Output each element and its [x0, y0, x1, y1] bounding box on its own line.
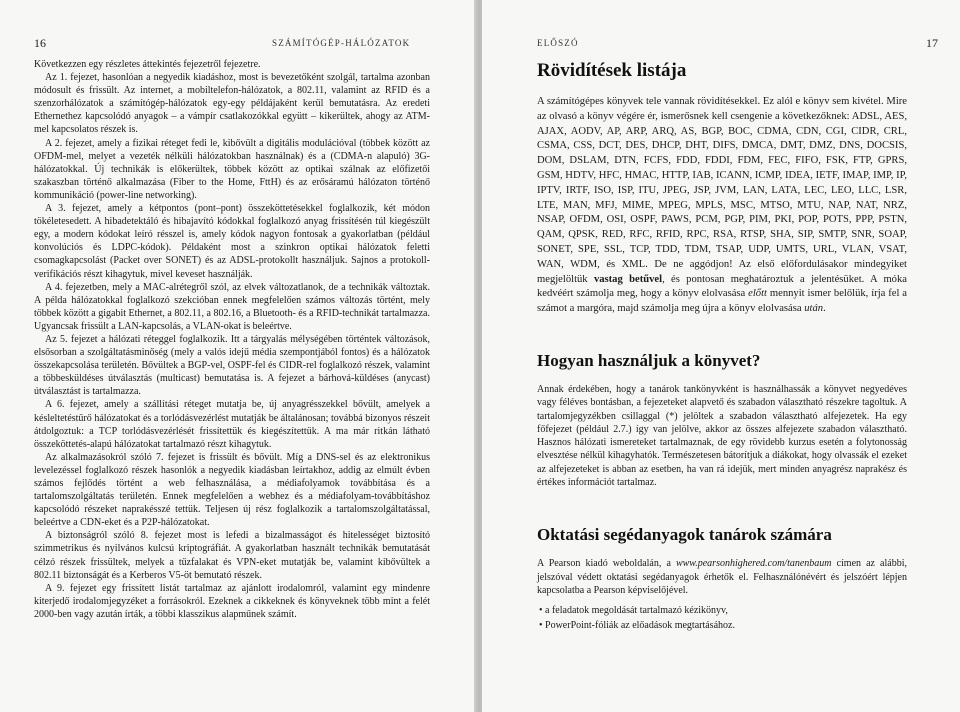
intro-paragraph: Következzen egy részletes áttekintés fejezetről fejezetre.: [34, 59, 261, 70]
abbreviations-text-end: .: [823, 303, 826, 315]
bold-word: vastag betűvel: [593, 273, 663, 285]
chapter-5-paragraph: Az 5. fejezet a hálózati réteggel foglalkozik. Itt a tárgyalás mélységében történtek változások, elsősorban a szolgáltatásminőség (mely a valós idejű média szempontjából fontos) és a hálózatok összekapcsolása területén. Bővültek a BGP-vel, OSPF-fel és CIDR-rel foglalkozó részek, valamint a többesküldéses útválasztás (multicast) bemutatása is. A fejezet a bárhová-küldéses (anycast) útválasztást is tartalmazza.: [34, 333, 430, 398]
list-item: • PowerPoint-fóliák az előadások megtartásához.: [539, 618, 907, 633]
abbreviations-text-mid2: mennyit ismer belőlük, írja fel a számot a margóra, majd számolja meg újra a könyv elolvasása: [537, 288, 907, 315]
page-number-right: 17: [926, 36, 938, 50]
italic-after: után: [804, 303, 824, 315]
abbreviations-text: A számítógépes könyvek tele vannak rövidítésekkel. Ez alól e könyv sem kivétel. Mire az olvasó a könyv végére ér, ismerősnek kell csengenie a következőknek: ADSL, AES, AJAX, AODV, AP, ARP, ARQ, AS, BGP, BOC, CDMA, CDN, CGI, CIDR, CRL, CSMA, CSS, DCT, DES, DHCP, DHT, DIFS, DMCA, DMT, DMZ, DNS, DOCSIS, DOM, DSLAM, DTN, FCFS, FDD, FDDI, FDM, FEC, FIFO, FSK, FTP, GPRS, GSM, HDTV, HFC, HMAC, HTTP, IAB, ICANN, ICMP, IDEA, IETF, IMAP, IMP, IP, IPTV, IRTF, ISO, ISP, ITU, JPEG, JSP, JVM, LAN, LATA, LEC, LEO, LLC, LSR, LTE, MAN, MFJ, MIME, MPEG, MPLS, MSC, MTSO, MTU, NAP, NAT, NRZ, NSAP, OFDM, OSI, OSPF, PAWS, PCM, PGP, PIM, PKI, POP, POTS, PPP, PSTN, QAM, QPSK, RED, RFC, RFID, RPC, RSA, RTSP, SHA, SIP, SMTP, SNR, SOAP, SONET, SPE, SSL, TCP, TDD, TDM, TSAP, UDP, UMTS, URL, VLAN, VSAT, WAN, WDM, és XML. De ne aggódjon! Az első előfordulásakor mindegyiket megjelöltük: [537, 96, 907, 285]
section-title-teaching-materials: Oktatási segédanyagok tanárok számára: [537, 525, 832, 545]
running-head-left: SZÁMÍTÓGÉP-HÁLÓZATOK: [272, 38, 411, 48]
pearson-url: www.pearsonhighered.com/tanenbaum: [675, 558, 832, 570]
left-body-text: [34, 58, 430, 621]
chapter-9-paragraph: A 9. fejezet egy frissített listát tartalmaz az ajánlott irodalomról, valamint egy mindenre kiterjedő irodalomjegyzéket a forrásokról. Ezeknek a cikkeknek és könyveknek több mint a felét 2000-ben vagy azután írták, a többi klasszikus alapműnek számít.: [34, 582, 430, 620]
how-to-use-paragraph: Annak érdekében, hogy a tanárok tankönyvként is használhassák a könyvet negyedéves vagy féléves bontásban, a fejezeteket alapvető és szabadon választható részekre tagoltuk. A tartalomjegyzékben csillaggal (*) jelöltek a szabadon választható alfejezetek. Ha egy főfejezet (például 2.7.) így van jelölve, akkor az összes alfejezete szabadon választható. Hasznos hálózati ismereteket tartalmaznak, de egy rövidebb kurzus esetén a folytonosság elvesztése nélkül kihagyhatók. Természetesen bátorítjuk a diákokat, hogy olvassák el ezeket az alfejezeteket is abban az esetben, ha van rá idejük, mert minden anyagrész naprakész és értékes információt tartalmaz.: [537, 383, 907, 489]
running-head-right: ELŐSZÓ: [537, 38, 579, 48]
right-column: [537, 60, 907, 633]
teaching-materials-paragraph: [537, 557, 907, 597]
teaching-text-after: címen az alábbi, jelszóval védett oktatási segédanyagok érhetők el. Felhasználónévért és jelszóért lépjen kapcsolatba a Pearson képviselőjével.: [537, 558, 907, 596]
list-item: • a feladatok megoldását tartalmazó kézikönyv,: [539, 603, 907, 618]
page-number-left: 16: [34, 36, 46, 50]
section-title-how-to-use: Hogyan használjuk a könyvet?: [537, 350, 761, 370]
italic-before: előtt: [748, 288, 767, 300]
abbreviations-text-mid: , és pontosan meghatároztuk a jelentésüket. A móka kedvéért számolja meg, hogy a könyv elolvasása: [537, 273, 907, 300]
teaching-text: A Pearson kiadó weboldalán, a: [537, 558, 676, 570]
chapter-3-paragraph: A 3. fejezet, amely a kétpontos (pont–pont) összeköttetésekkel foglalkozik, két módon tökéletesedett. A hibadetektáló és hibajavító kódokkal foglalkozó anyag frissítésén túl kiegészült egy, a modern kódokat leíró résszel is, amely kódok nagyon fontosak a gyakorlatban (például konvolúciós és LDPC-kódok). Példaként most a szinkron optikai hálózatok feletti csomagkapcsolást (Packet over SONET) és az ADSL-protokollt használjuk. Sajnos a protokoll-verifikációs részt kihagytuk, mivel keveset használják.: [34, 203, 430, 280]
chapter-8-paragraph: A biztonságról szóló 8. fejezet most is lefedi a bizalmasságot és hitelességet biztosító szimmetrikus és nyilvános kulcsú kriptográfiát. A gyakorlatban használt technikák bemutatását célzó részek frissültek, melyek a tűzfalakat és VPN-eket mutatják be, valamint kibővültek a 802.11 biztonságát és a Kerberos V5-öt bemutató részek.: [34, 530, 430, 581]
left-page: [0, 0, 478, 712]
teaching-materials-list: [537, 603, 907, 633]
chapter-2-paragraph: A 2. fejezet, amely a fizikai réteget fedi le, kibővült a digitális modulációval (többek között az OFDM-mel, melyet a vezeték nélküli hálózatokban használnak) és a (CDMA-n alapuló) 3G-hálózatokkal. Új technikák is előkerültek, többek között az optikai szálnak az előfizetői szakaszban történő alkalmazása (Fiber to the Home, FttH) és az erősáramú hálózaton történő kommunikáció (power-line networking).: [34, 137, 430, 201]
chapter-7-paragraph: Az alkalmazásokról szóló 7. fejezet is frissült és bővült. Míg a DNS-sel és az elektronikus levelezéssel foglalkozó részek hasonlók a negyedik kiadásban leírtakhoz, addig az elmúlt évben számos fejlődés történt a web felhasználása, a médiafolyamok továbbítása és a tartalomszolgáltatás területén. Ennek megfelelően a webhez és a médiafolyam-továbbításhoz kapcsolódó részeket naprakésszé tettük. Teljesen új rész foglalkozik a tartalomszolgáltatással, beleértve a CDN-eket és a P2P-hálózatokat.: [34, 451, 430, 529]
chapter-6-paragraph: A 6. fejezet, amely a szállítási réteget mutatja be, új anyagrésszekkel bővült, amelyek a késleltetéstűrő hálózatokat és a torlódásvezérlést mutatják be általánosan; továbbá bizonyos részeit átdolgoztuk: a TCP torlódásvezérlését frissítettük és kiegészítettük. A ma már ritkán látható összeköttetés-alapú hálózatokat tartalmazó részt kihagytuk.: [34, 399, 430, 450]
chapter-1-paragraph: Az 1. fejezet, hasonlóan a negyedik kiadáshoz, most is bevezetőként szolgál, tartalma azonban módosult és frissült. Az internet, a mobiltelefon-hálózatok, a 802.11, valamint az RFID és a szenzorhálózatok a számítógép-hálózatok egy-egy példájaként kerül bemutatásra. Az eredeti Ethernethez kapcsolódó anyagok – a vámpír csatlakozókkal együtt – kikerültek, ahogy az ATM-mel kapcsolatos részek is.: [34, 72, 430, 136]
abbreviations-paragraph: [537, 95, 907, 317]
right-page: [482, 0, 960, 712]
chapter-4-paragraph: A 4. fejezetben, mely a MAC-alrétegről szól, az elvek változatlanok, de a technikák változtak. A példa hálózatokkal foglalkozó szekcióban ennek megfelelően számos változás történt, mely többek között a gigabit Ethernet, a 802.11, a 802.16, a Bluetooth- és a RFID-technikát tartalmazza. Ugyancsak frissült a LAN-kapcsolás, a VLAN-okat is beleértve.: [34, 281, 430, 332]
section-title-abbreviations: Rövidítések listája: [537, 60, 687, 81]
